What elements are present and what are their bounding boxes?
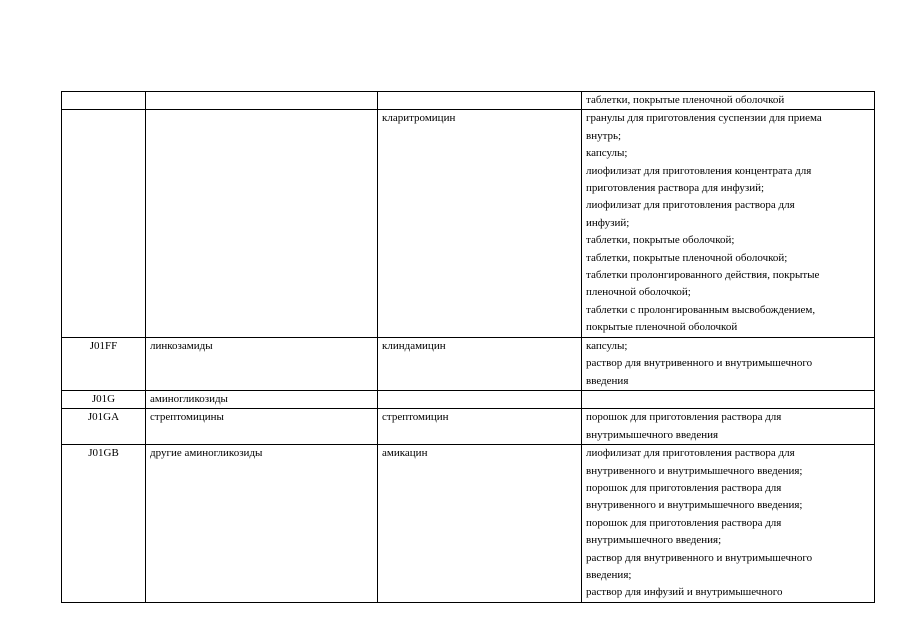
dosage-forms-cell bbox=[582, 409, 875, 445]
atc-code-cell bbox=[62, 409, 146, 445]
dosage-form-line: внутривенного и внутримышечного введения; bbox=[586, 464, 803, 477]
atc-code-cell bbox=[62, 92, 146, 110]
group-name-text bbox=[150, 92, 373, 109]
table-row bbox=[62, 110, 875, 337]
dosage-form-line: капсулы; bbox=[586, 339, 628, 352]
table-body bbox=[62, 92, 875, 603]
dosage-form-line: таблетки, покрытые пленочной оболочкой bbox=[586, 94, 785, 106]
drug-name-cell bbox=[378, 409, 582, 445]
dosage-form-line: таблетки с пролонгированным высвобождением, bbox=[586, 303, 816, 316]
drug-classification-table bbox=[61, 91, 875, 603]
dosage-form-line: введения bbox=[586, 374, 629, 387]
dosage-form-line: порошок для приготовления раствора для bbox=[586, 516, 782, 529]
dosage-form-line: приготовления раствора для инфузий; bbox=[586, 182, 765, 195]
table-row bbox=[62, 337, 875, 390]
dosage-form-line: таблетки, покрытые оболочкой; bbox=[586, 234, 735, 247]
group-name-cell bbox=[146, 110, 378, 337]
group-name-text bbox=[150, 110, 373, 127]
group-name-cell bbox=[146, 337, 378, 390]
drug-name-text: кларитромицин bbox=[382, 112, 456, 125]
dosage-form-line: раствор для внутривенного и внутримышечного bbox=[586, 357, 813, 370]
dosage-form-line: внутримышечного введения bbox=[586, 428, 719, 441]
dosage-forms-cell bbox=[582, 92, 875, 110]
table-row bbox=[62, 92, 875, 110]
group-name-cell bbox=[146, 445, 378, 603]
group-name-cell bbox=[146, 390, 378, 408]
dosage-form-line: капсулы; bbox=[586, 147, 628, 160]
atc-code-text: J01GB bbox=[88, 447, 119, 460]
group-name-cell bbox=[146, 409, 378, 445]
group-name-text: стрептомицины bbox=[150, 411, 224, 424]
atc-code-cell bbox=[62, 337, 146, 390]
drug-name-cell bbox=[378, 390, 582, 408]
dosage-form-line: гранулы для приготовления суспензии для приема bbox=[586, 112, 822, 125]
dosage-form-line: пленочной оболочкой; bbox=[586, 286, 691, 299]
atc-code-text: J01GA bbox=[87, 411, 120, 424]
group-name-text: аминогликозиды bbox=[150, 392, 228, 405]
dosage-form-line bbox=[586, 391, 872, 408]
drug-name-text bbox=[382, 391, 577, 408]
drug-name-cell bbox=[378, 337, 582, 390]
dosage-forms-cell bbox=[582, 110, 875, 337]
dosage-form-line: лиофилизат для приготовления раствора для bbox=[586, 447, 795, 460]
group-name-text: другие аминогликозиды bbox=[150, 447, 263, 460]
dosage-forms-cell bbox=[582, 337, 875, 390]
atc-code-cell bbox=[62, 390, 146, 408]
drug-name-cell bbox=[378, 445, 582, 603]
drug-name-text: клиндамицин bbox=[382, 339, 446, 352]
drug-name-cell bbox=[378, 110, 582, 337]
dosage-form-line: внутривенного и внутримышечного введения; bbox=[586, 499, 803, 512]
dosage-forms-cell bbox=[582, 390, 875, 408]
atc-code-text: J01G bbox=[91, 392, 116, 405]
group-name-text: линкозамиды bbox=[150, 339, 213, 352]
atc-code-cell bbox=[62, 110, 146, 337]
table-row bbox=[62, 409, 875, 445]
atc-code-text bbox=[64, 92, 143, 109]
table-row bbox=[62, 390, 875, 408]
dosage-form-line: лиофилизат для приготовления концентрата для bbox=[586, 164, 812, 177]
drug-name-text: стрептомицин bbox=[382, 411, 449, 424]
dosage-form-line: инфузий; bbox=[586, 216, 630, 229]
dosage-form-line: внутрь; bbox=[586, 129, 622, 142]
dosage-form-line: таблетки пролонгированного действия, покрытые bbox=[586, 269, 820, 282]
dosage-form-line: порошок для приготовления раствора для bbox=[586, 481, 782, 494]
dosage-form-line: таблетки, покрытые пленочной оболочкой; bbox=[586, 251, 788, 264]
dosage-form-line: введения; bbox=[586, 568, 632, 581]
drug-name-cell bbox=[378, 92, 582, 110]
atc-code-cell bbox=[62, 445, 146, 603]
dosage-form-line: покрытые пленочной оболочкой bbox=[586, 321, 738, 334]
atc-code-text: J01FF bbox=[89, 339, 118, 352]
dosage-form-line: раствор для внутривенного и внутримышечного bbox=[586, 551, 813, 564]
drug-name-text: амикацин bbox=[382, 447, 428, 460]
dosage-form-line: раствор для инфузий и внутримышечного bbox=[586, 586, 783, 599]
dosage-form-line: лиофилизат для приготовления раствора для bbox=[586, 199, 795, 212]
dosage-forms-cell bbox=[582, 445, 875, 603]
dosage-form-line: порошок для приготовления раствора для bbox=[586, 411, 782, 424]
dosage-form-line: внутримышечного введения; bbox=[586, 534, 722, 547]
drug-name-text bbox=[382, 92, 577, 109]
group-name-cell bbox=[146, 92, 378, 110]
atc-code-text bbox=[64, 110, 143, 127]
table-row bbox=[62, 445, 875, 603]
